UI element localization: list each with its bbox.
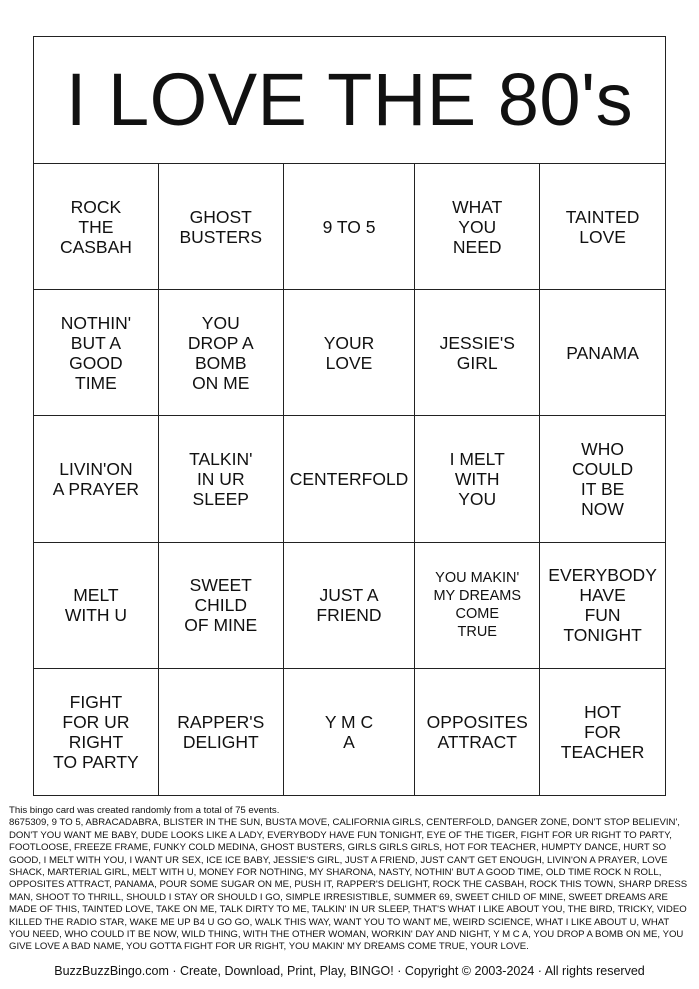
- bingo-cell: WHO COULD IT BE NOW: [540, 416, 665, 542]
- footer-events: 8675309, 9 TO 5, ABRACADABRA, BLISTER IN THE SUN, BUSTA MOVE, CALIFORNIA GIRLS, CENTERFOLD, DANGER ZONE, DON'T STOP BELIEVIN', DON'T YOU WANT ME BABY, DUDE LOOKS LIKE A LADY, EVERYBODY HAVE FUN TONIGHT, EYE OF THE TIGER, FIGHT FOR UR RIGHT TO PARTY, FOOTLOOSE, FREEZE FRAME, FUNKY COLD MEDINA, GHOST BUSTERS, GIRLS GIRLS GIRLS, HOT FOR TEACHER, HUMPTY DANCE, HURT SO GOOD, I MELT WITH YOU, I WANT UR SEX, ICE ICE BABY, JESSIE'S GIRL, JUST A FRIEND, JUST CAN'T GET ENOUGH, LIVIN'ON A PRAYER, LOVE SHACK, MARTERIAL GIRL, MELT WITH U, MONEY FOR NOTHING, MY SHARONA, NASTY, NOTHIN' BUT A GOOD TIME, OLD TIME ROCK N ROLL, OPPOSITES ATTRACT, PANAMA, POUR SOME SUGAR ON ME, PUSH IT, RAPPER'S DELIGHT, ROCK THE CASBAH, ROCK THIS TOWN, SHARP DRESS MAN, SHOOT TO THRILL, SHOULD I STAY OR SHOULD I GO, SIMPLE IRRESISTIBLE, SUMMER 69, SWEET CHILD OF MINE, SWEET DREAMS ARE MADE OF THIS, TAINTED LOVE, TAKE ON ME, TALK DIRTY TO ME, TALKIN' IN UR SLEEP, THAT'S WHAT I LIKE ABOUT YOU, THE BIRD, TRICKY, VIDEO KILLED THE RADIO STAR, WAKE ME UP B4 U GO GO, WALK THIS WAY, WANT YOU TO WANT ME, WEIRD SCIENCE, WHAT I LIKE ABOUT U, WHAT YOU NEED, WHO COULD IT BE NOW, WILD THING, WITH THE OTHER WOMAN, WORKIN' DAY AND NIGHT, Y M C A, YOU DROP A BOMB ON ME, YOU GIVE LOVE A BAD NAME, YOU GOTTA FIGHT FOR UR RIGHT, YOU MAKIN' MY DREAMS COME TRUE, YOUR LOVE.: [9, 817, 688, 953]
- bingo-cell: I MELT WITH YOU: [415, 416, 540, 542]
- bingo-cell: ROCK THE CASBAH: [34, 164, 159, 290]
- bingo-cell: JUST A FRIEND: [284, 543, 416, 669]
- card-title: I LOVE THE 80's: [34, 37, 665, 164]
- bingo-cell: JESSIE'S GIRL: [415, 290, 540, 416]
- copyright-line: BuzzBuzzBingo.com · Create, Download, Print, Play, BINGO! · Copyright © 2003-2024 · All rights reserved: [54, 964, 645, 978]
- bingo-cell: TALKIN' IN UR SLEEP: [159, 416, 284, 542]
- bingo-cell: LIVIN'ON A PRAYER: [34, 416, 159, 542]
- bingo-cell: EVERYBODY HAVE FUN TONIGHT: [540, 543, 665, 669]
- footer-intro: This bingo card was created randomly from a total of 75 events.: [9, 805, 280, 816]
- bingo-cell: SWEET CHILD OF MINE: [159, 543, 284, 669]
- bingo-cell: YOU DROP A BOMB ON ME: [159, 290, 284, 416]
- bingo-cell: YOU MAKIN' MY DREAMS COME TRUE: [415, 543, 540, 669]
- bingo-cell: WHAT YOU NEED: [415, 164, 540, 290]
- bingo-cell: GHOST BUSTERS: [159, 164, 284, 290]
- bingo-cell: Y M C A: [284, 669, 416, 795]
- bingo-cell: HOT FOR TEACHER: [560, 701, 645, 762]
- bingo-card: [33, 36, 666, 796]
- bingo-cell: MELT WITH U: [34, 543, 159, 669]
- bingo-cell: NOTHIN' BUT A GOOD TIME: [34, 290, 159, 416]
- bingo-grid: [34, 164, 665, 795]
- bingo-cell: TAINTED LOVE: [540, 164, 665, 290]
- bingo-cell: YOUR LOVE: [284, 290, 416, 416]
- bingo-cell: PANAMA: [540, 290, 665, 416]
- event-list: [9, 805, 690, 954]
- bingo-cell: FIGHT FOR UR RIGHT TO PARTY: [34, 669, 159, 795]
- bingo-cell: OPPOSITES ATTRACT: [415, 669, 540, 795]
- bingo-cell: 9 TO 5: [284, 164, 416, 290]
- bingo-cell: RAPPER'S DELIGHT: [159, 669, 284, 795]
- bingo-cell: CENTERFOLD: [284, 416, 416, 542]
